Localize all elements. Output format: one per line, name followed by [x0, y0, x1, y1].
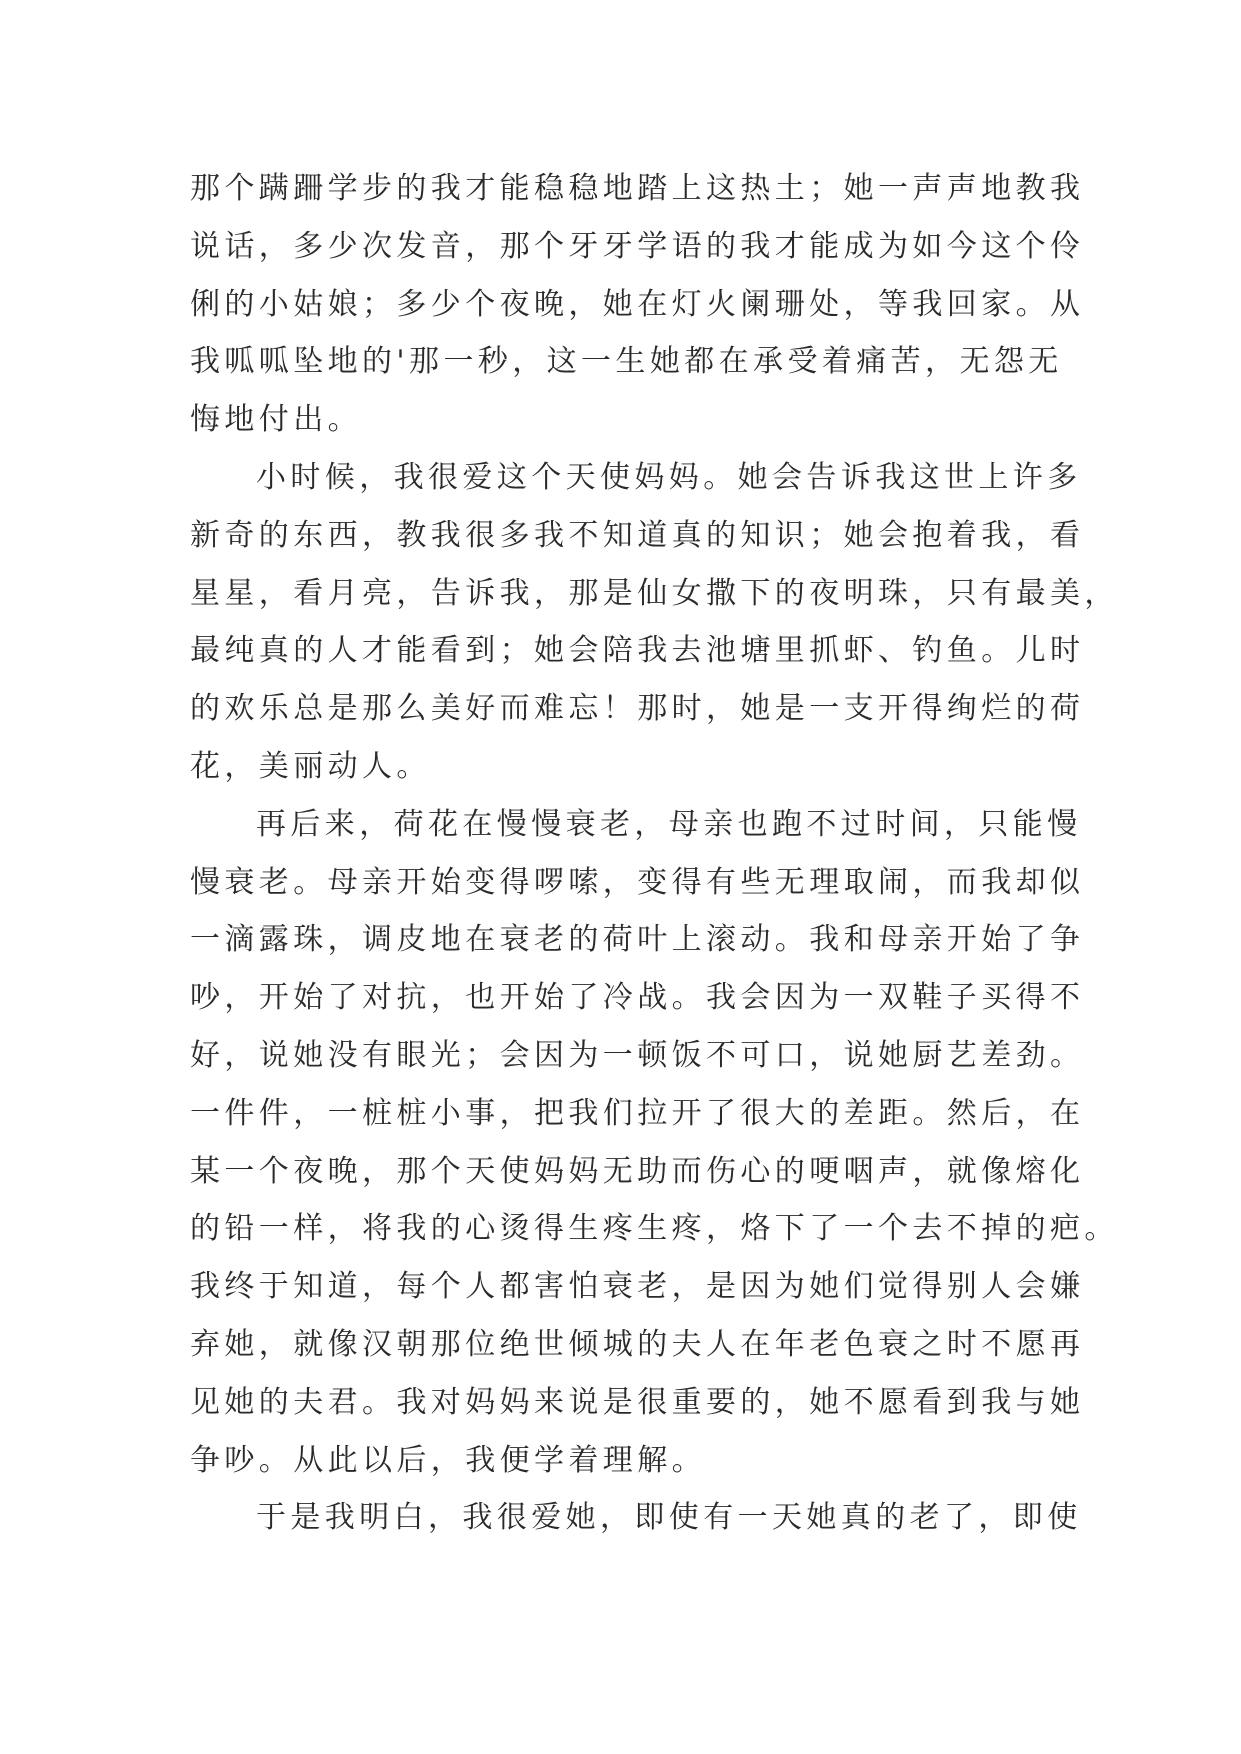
essay-body: [190, 160, 1119, 1547]
text-line: 见她的夫君。我对妈妈来说是很重要的，她不愿看到我与她: [190, 1384, 1085, 1420]
text-line: 悔地付出。: [190, 402, 362, 438]
text-line: 一件件，一桩桩小事，把我们拉开了很大的差距。然后，在: [190, 1095, 1085, 1131]
text-line: 新奇的东西，教我很多我不知道真的知识；她会抱着我，看: [190, 517, 1085, 553]
text-line: 俐的小姑娘；多少个夜晚，她在灯火阑珊处，等我回家。从: [190, 286, 1085, 322]
text-line: 我呱呱坠地的'那一秒，这一生她都在承受着痛苦，无怨无: [190, 344, 1063, 380]
text-line: 说话，多少次发音，那个牙牙学语的我才能成为如今这个伶: [190, 228, 1085, 264]
text-line: 争吵。从此以后，我便学着理解。: [190, 1442, 706, 1478]
text-line: 小时候，我很爱这个天使妈妈。她会告诉我这世上许多: [256, 459, 1082, 495]
text-line: 最纯真的人才能看到；她会陪我去池塘里抓虾、钓鱼。儿时: [190, 633, 1085, 669]
text-line: 星星，看月亮，告诉我，那是仙女撒下的夜明珠，只有最美，: [190, 575, 1119, 611]
text-line: 的铅一样，将我的心烫得生疼生疼，烙下了一个去不掉的疤。: [190, 1211, 1119, 1247]
text-line: 吵，开始了对抗，也开始了冷战。我会因为一双鞋子买得不: [190, 980, 1085, 1016]
text-line: 于是我明白，我很爱她，即使有一天她真的老了，即使: [256, 1500, 1082, 1536]
text-line: 一滴露珠，调皮地在衰老的荷叶上滚动。我和母亲开始了争: [190, 922, 1085, 958]
text-line: 好，说她没有眼光；会因为一顿饭不可口，说她厨艺差劲。: [190, 1037, 1085, 1073]
paragraph: [190, 449, 1119, 796]
text-line: 我终于知道，每个人都害怕衰老，是因为她们觉得别人会嫌: [190, 1269, 1085, 1305]
text-line: 再后来，荷花在慢慢衰老，母亲也跑不过时间，只能慢: [256, 806, 1082, 842]
paragraph: [190, 796, 1119, 1490]
text-line: 某一个夜晚，那个天使妈妈无助而伤心的哽咽声，就像熔化: [190, 1153, 1085, 1189]
text-line: 慢衰老。母亲开始变得啰嗦，变得有些无理取闹，而我却似: [190, 864, 1085, 900]
paragraph: [190, 160, 1085, 449]
text-line: 花，美丽动人。: [190, 748, 431, 784]
paragraph: [190, 1489, 1080, 1547]
text-line: 那个蹒跚学步的我才能稳稳地踏上这热土；她一声声地教我: [190, 171, 1085, 206]
text-line: 的欢乐总是那么美好而难忘！那时，她是一支开得绚烂的荷: [190, 691, 1085, 727]
text-line: 弃她，就像汉朝那位绝世倾城的夫人在年老色衰之时不愿再: [190, 1326, 1085, 1362]
